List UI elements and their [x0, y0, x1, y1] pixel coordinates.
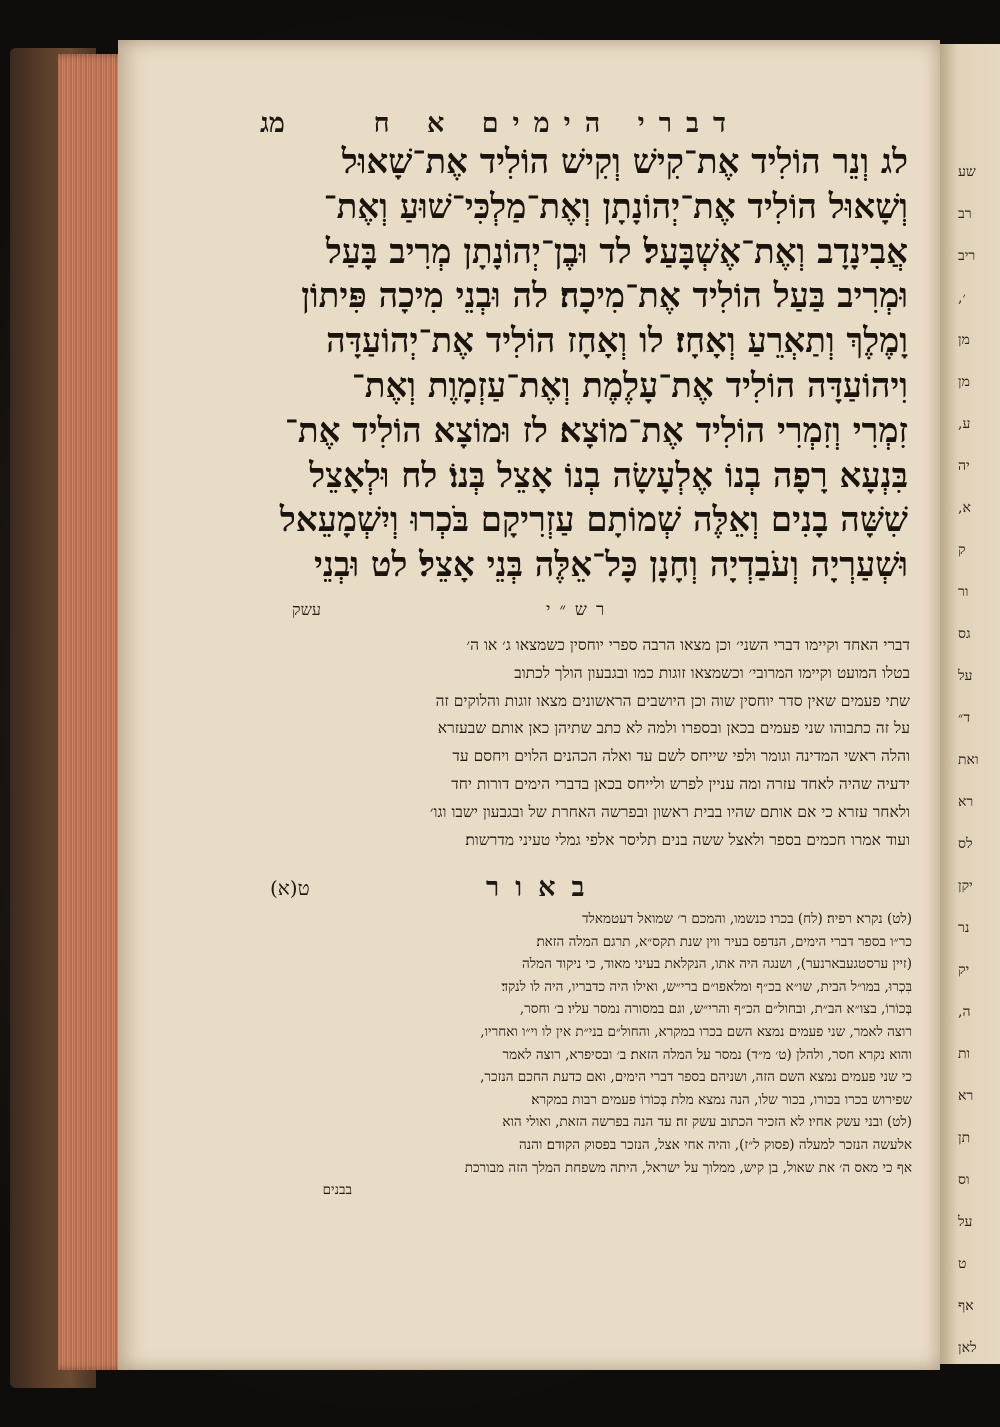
facing-page-fragment: נר: [958, 920, 970, 936]
facing-page-fragment: יק: [958, 962, 970, 978]
rashi-heading: רש״י: [546, 600, 614, 620]
rashi-line: בטלו המועט וקיימו המרובי׳ וכשמצאו זוגות כמו ובגבעון הולך לכתוב: [514, 663, 910, 682]
facing-page-edge: [940, 44, 1000, 1364]
rashi-line: ולאחר עזרא כי אם אותם שהיו בבית ראשון ובפרשה האחרת של ובגבעון ישבו וגו׳: [429, 802, 910, 821]
facing-page-fragment: ט: [958, 1256, 967, 1272]
facing-page-fragment: ע,: [958, 416, 971, 432]
rashi-line: דברי האחד וקיימו דברי השני׳ וכן מצאו הרבה ספרי יוחסין כשמצאו ג׳ או ה׳: [466, 636, 910, 654]
biur-reference: ט(א): [270, 876, 310, 900]
rashi-line: שתי פעמים שאין סדר יוחסין שוה וכן היושבים הראשונים מצאו זוגות והלוקים זה: [435, 691, 910, 710]
biur-line: בִּכְרוּ, במו״ל הבית, שו״א בכ״ף ומלאפו״ם ברי״ש, ואילו היה כדבריו, היה לו לנקד׃: [501, 978, 912, 995]
bible-line: וָמֶלֶךְ וְתַאְרֵעַ וְאָחָז׃ לו וְאָחָז הוֹלִיד אֶת־יְהוֹעַדָּה: [326, 321, 908, 362]
page-number: מג: [260, 108, 285, 139]
facing-page-fragment: יקן: [958, 878, 973, 894]
facing-page-fragment: על: [958, 668, 973, 684]
facing-page-fragment: ור: [958, 584, 969, 600]
facing-page-fragment: שע: [958, 164, 976, 180]
biur-line: בבנים: [322, 1182, 352, 1199]
biur-line: אף כי מאס ה׳ את שאול, בן קיש, ממלוך על ישראל, היתה משפחת המלך הזה מבורכת: [464, 1159, 912, 1176]
biur-line: בְּכוֹרוֹ, בצו״א הב״ת, ובחול״ם הכ״ף והרי״ש, וגם במסורה נמסר עליו׃ ב׳ וחסר,: [519, 1001, 912, 1018]
biur-line: (לט) נקרא׃ רפיה׃ (לח) בכרו׃ כנשמו, והמכם ר׳ שמואל דעטמאלד: [582, 911, 912, 927]
facing-page-fragment: אף: [958, 1298, 974, 1314]
biur-line: והוא נקרא חסר, ולהלן (ט׳ מ״ד) נמסר על המלה הזאת׃ ב׳ ובסיפרא, רוצה לאמר: [502, 1046, 912, 1063]
biur-line: אלעשה הנזכר למעלה (פסוק ל״ז), והיה אחי אצל, הנזכר בפסוק הקודם׃ והנה: [519, 1136, 912, 1153]
bible-line: זִמְרִי וְזִמְרִי הוֹלִיד אֶת־מוֹצָא׃ לז וּמוֹצָא הוֹלִיד אֶת־: [284, 410, 908, 451]
biur-line: כר״ו בספר דברי הימים, הנדפס בעיר ווין שנת תקס״א, תרגם המלה הזאת׃: [536, 933, 912, 950]
bible-line: שִׁשָּׁה בָנִים וְאֵלֶּה שְׁמוֹתָם עַזְרִיקָם בֹּכְרוּ וְיִשְׁמָעֵאל: [279, 500, 908, 541]
bible-line: וִיהוֹעַדָּה הוֹלִיד אֶת־עָלֶמֶת וְאֶת־עַזְמָוֶת וְאֶת־: [351, 365, 908, 406]
facing-page-fragment: ריב: [958, 248, 976, 264]
facing-page-fragment: לאן: [958, 1340, 977, 1356]
facing-page-fragment: רא: [958, 1088, 974, 1104]
facing-page-fragment: ק: [958, 542, 966, 558]
facing-page-fragment: ׳,: [958, 290, 966, 306]
rashi-line: והלה ראשי המדינה וגומר ולפי שייחס לשם עד ואלה הכהנים הלוים ויחסם עד: [452, 747, 910, 766]
facing-page-fragment: על: [958, 1214, 973, 1230]
bible-line: לג וְנֵר הוֹלִיד אֶת־קִישׁ וְקִישׁ הוֹלִיד אֶת־שָׁאוּל: [341, 142, 908, 182]
biur-line: (לט) ובני עשק אחיו׃ לא הזכיר הכתוב עשק זה׃ עד הנה בפרשה הזאת, ואולי הוא: [502, 1114, 912, 1131]
bible-line: וּמְרִיב בַּעַל הוֹלִיד אֶת־מִיכָה׃ לה וּבְנֵי מִיכָה פִּיתוֹן: [301, 276, 908, 317]
biur-line: שפירוש בכרו בכורו, בכור שלו, הנה נמצא מלת בְּכוֹרוֹ פעמים רבות במקרא׃: [531, 1091, 912, 1108]
bible-text-block: [236, 140, 908, 588]
bible-line: וּשְׁעַרְיָה וְעֹבַדְיָה וְחָנָן כָּל־אֵלֶּה בְּנֵי אָצֵל׃ לט וּבְנֵי: [314, 545, 908, 586]
facing-page-fragment: יה: [958, 458, 970, 474]
facing-page-fragment: ד״: [958, 710, 971, 726]
facing-page-fragment: לס: [958, 836, 973, 852]
rashi-line: על זה כתבוהו שני פעמים בכאן ובספרו ולמה לא כתב שתיהן כאן אותם שבעזרא: [437, 719, 910, 738]
facing-page-fragment: ואת: [958, 752, 979, 768]
catch-word: עשק: [292, 600, 321, 619]
biur-heading: באור: [486, 872, 601, 903]
facing-page-fragment: וס: [958, 1172, 970, 1188]
facing-page-fragment: מן: [958, 332, 970, 348]
rashi-commentary: [238, 632, 910, 854]
biur-line: (זיין ערסטגעבארנער), ושנגה היה אתו, הנקלאת בעיני מאוד, כי ניקוד המלה: [522, 956, 912, 973]
facing-page-fragment: רא: [958, 794, 974, 810]
rashi-line: ידעיה שהיה לאחד עזרה ומה עניין לפרש ולייחס בכאן בדברי הימים דורות יחד: [451, 774, 910, 793]
facing-page-fragment: ות: [958, 1046, 971, 1062]
rashi-line: ועוד אמרו חכמים בספר ולאצל ששה בנים תליסר אלפי גמלי טעיני מדרשות׃: [465, 830, 910, 849]
facing-page-fragment: גס: [958, 626, 971, 642]
facing-page-fragment: א,: [958, 500, 971, 516]
biur-commentary: [240, 908, 912, 1202]
bible-line: בִּנְעָא רָפָה בְנוֹ אֶלְעָשָׂה בְנוֹ אָצֵל בְּנוֹ׃ לח וּלְאָצֵל: [309, 455, 908, 496]
facing-page-fragment: מן: [958, 374, 970, 390]
bible-line: וְשָׁאוּל הוֹלִיד אֶת־יְהוֹנָתָן וְאֶת־מַלְכִּי־שׁוּעַ וְאֶת־: [323, 186, 908, 227]
biur-line: כי שני פעמים נמצא השם הזה, ושניהם בספר דברי הימים, ואם כדעת החכם הנזכר,: [480, 1069, 912, 1086]
facing-page-fragment: תן: [958, 1130, 971, 1146]
facing-page-fragment: ה,: [958, 1004, 971, 1020]
running-title: דברי הימים א ח: [373, 108, 740, 139]
bible-line: אֲבִינָדָב וְאֶת־אֶשְׁבָּעַל׃ לד וּבֶן־יְהוֹנָתָן מְרִיב בָּעַל: [325, 231, 908, 272]
biur-line: רוצה לאמר, שני פעמים נמצא השם בכרו במקרא, והחול״ם בני״ת אין לו וי״ו ואחריו,: [480, 1023, 912, 1040]
facing-page-fragment: רב: [958, 206, 972, 222]
